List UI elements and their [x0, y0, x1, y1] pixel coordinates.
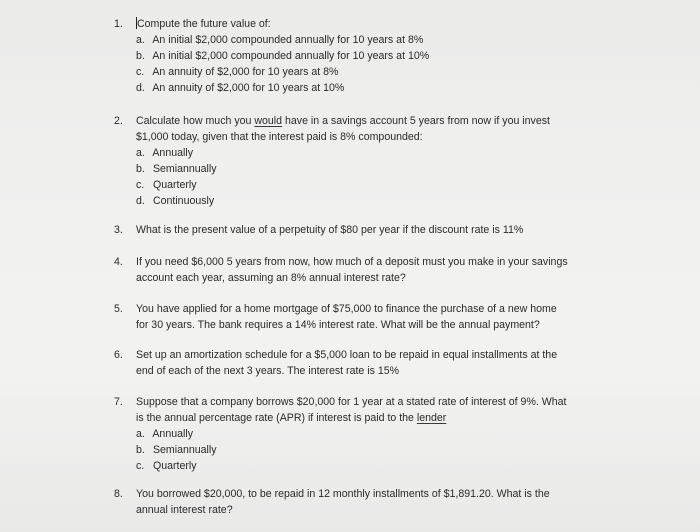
sub-item: b. An initial $2,000 compounded annually for 10 years at 10% [136, 50, 430, 62]
question-text-line: You have applied for a home mortgage of $75,000 to finance the purchase of a new home [136, 303, 557, 315]
sub-item: c. Quarterly [136, 460, 197, 472]
sub-item: b. Semiannually [136, 444, 217, 456]
sub-item: b. Semiannually [136, 163, 217, 175]
question-3 [114, 222, 674, 238]
question-number: 4. [114, 256, 123, 268]
question-2 [114, 113, 674, 209]
question-text-line: Set up an amortization schedule for a $5,000 loan to be repaid in equal installments at the [136, 349, 558, 361]
question-text-line: account each year, assuming an 8% annual interest rate? [136, 272, 406, 284]
question-number: 8. [114, 488, 123, 500]
question-number: 6. [114, 349, 123, 361]
question-number: 7. [114, 396, 123, 408]
question-8 [114, 486, 674, 518]
question-text-line: You borrowed $20,000, to be repaid in 12 monthly installments of $1,891.20. What is the [136, 488, 550, 500]
question-text-line: end of each of the next 3 years. The interest rate is 15% [136, 365, 400, 377]
question-text-line: Compute the future value of: [137, 18, 271, 30]
question-6 [114, 347, 674, 379]
question-7 [114, 394, 674, 474]
question-5 [114, 301, 674, 333]
sub-item: a. Annually [136, 147, 193, 159]
sub-item: d. An annuity of $2,000 for 10 years at 10% [136, 82, 345, 94]
sub-item: c. An annuity of $2,000 for 10 years at 8% [136, 66, 339, 78]
question-text-line: Calculate how much you would have in a savings account 5 years from now if you invest [136, 115, 550, 127]
sub-item: d. Continuously [136, 195, 215, 207]
question-text-line: for 30 years. The bank requires a 14% interest rate. What will be the annual payment? [136, 319, 540, 331]
question-number: 2. [114, 115, 123, 127]
sub-item: c. Quarterly [136, 179, 197, 191]
question-number: 1. [114, 18, 123, 30]
question-text-line: Suppose that a company borrows $20,000 for 1 year at a stated rate of interest of 9%. What [136, 396, 567, 408]
sub-item: a. An initial $2,000 compounded annually for 10 years at 8% [136, 34, 424, 46]
question-text-line: What is the present value of a perpetuity of $80 per year if the discount rate is 11% [136, 224, 524, 236]
question-4 [114, 254, 674, 286]
question-text-line: annual interest rate? [136, 504, 233, 516]
question-1 [114, 16, 674, 96]
question-text-line: If you need $6,000 5 years from now, how much of a deposit must you make in your savings [136, 256, 568, 268]
sub-item: a. Annually [136, 428, 193, 440]
question-text-line: is the annual percentage rate (APR) if interest is paid to the lender [136, 412, 447, 424]
question-text-line: $1,000 today, given that the interest paid is 8% compounded: [136, 131, 423, 143]
question-number: 5. [114, 303, 123, 315]
question-number: 3. [114, 224, 123, 236]
